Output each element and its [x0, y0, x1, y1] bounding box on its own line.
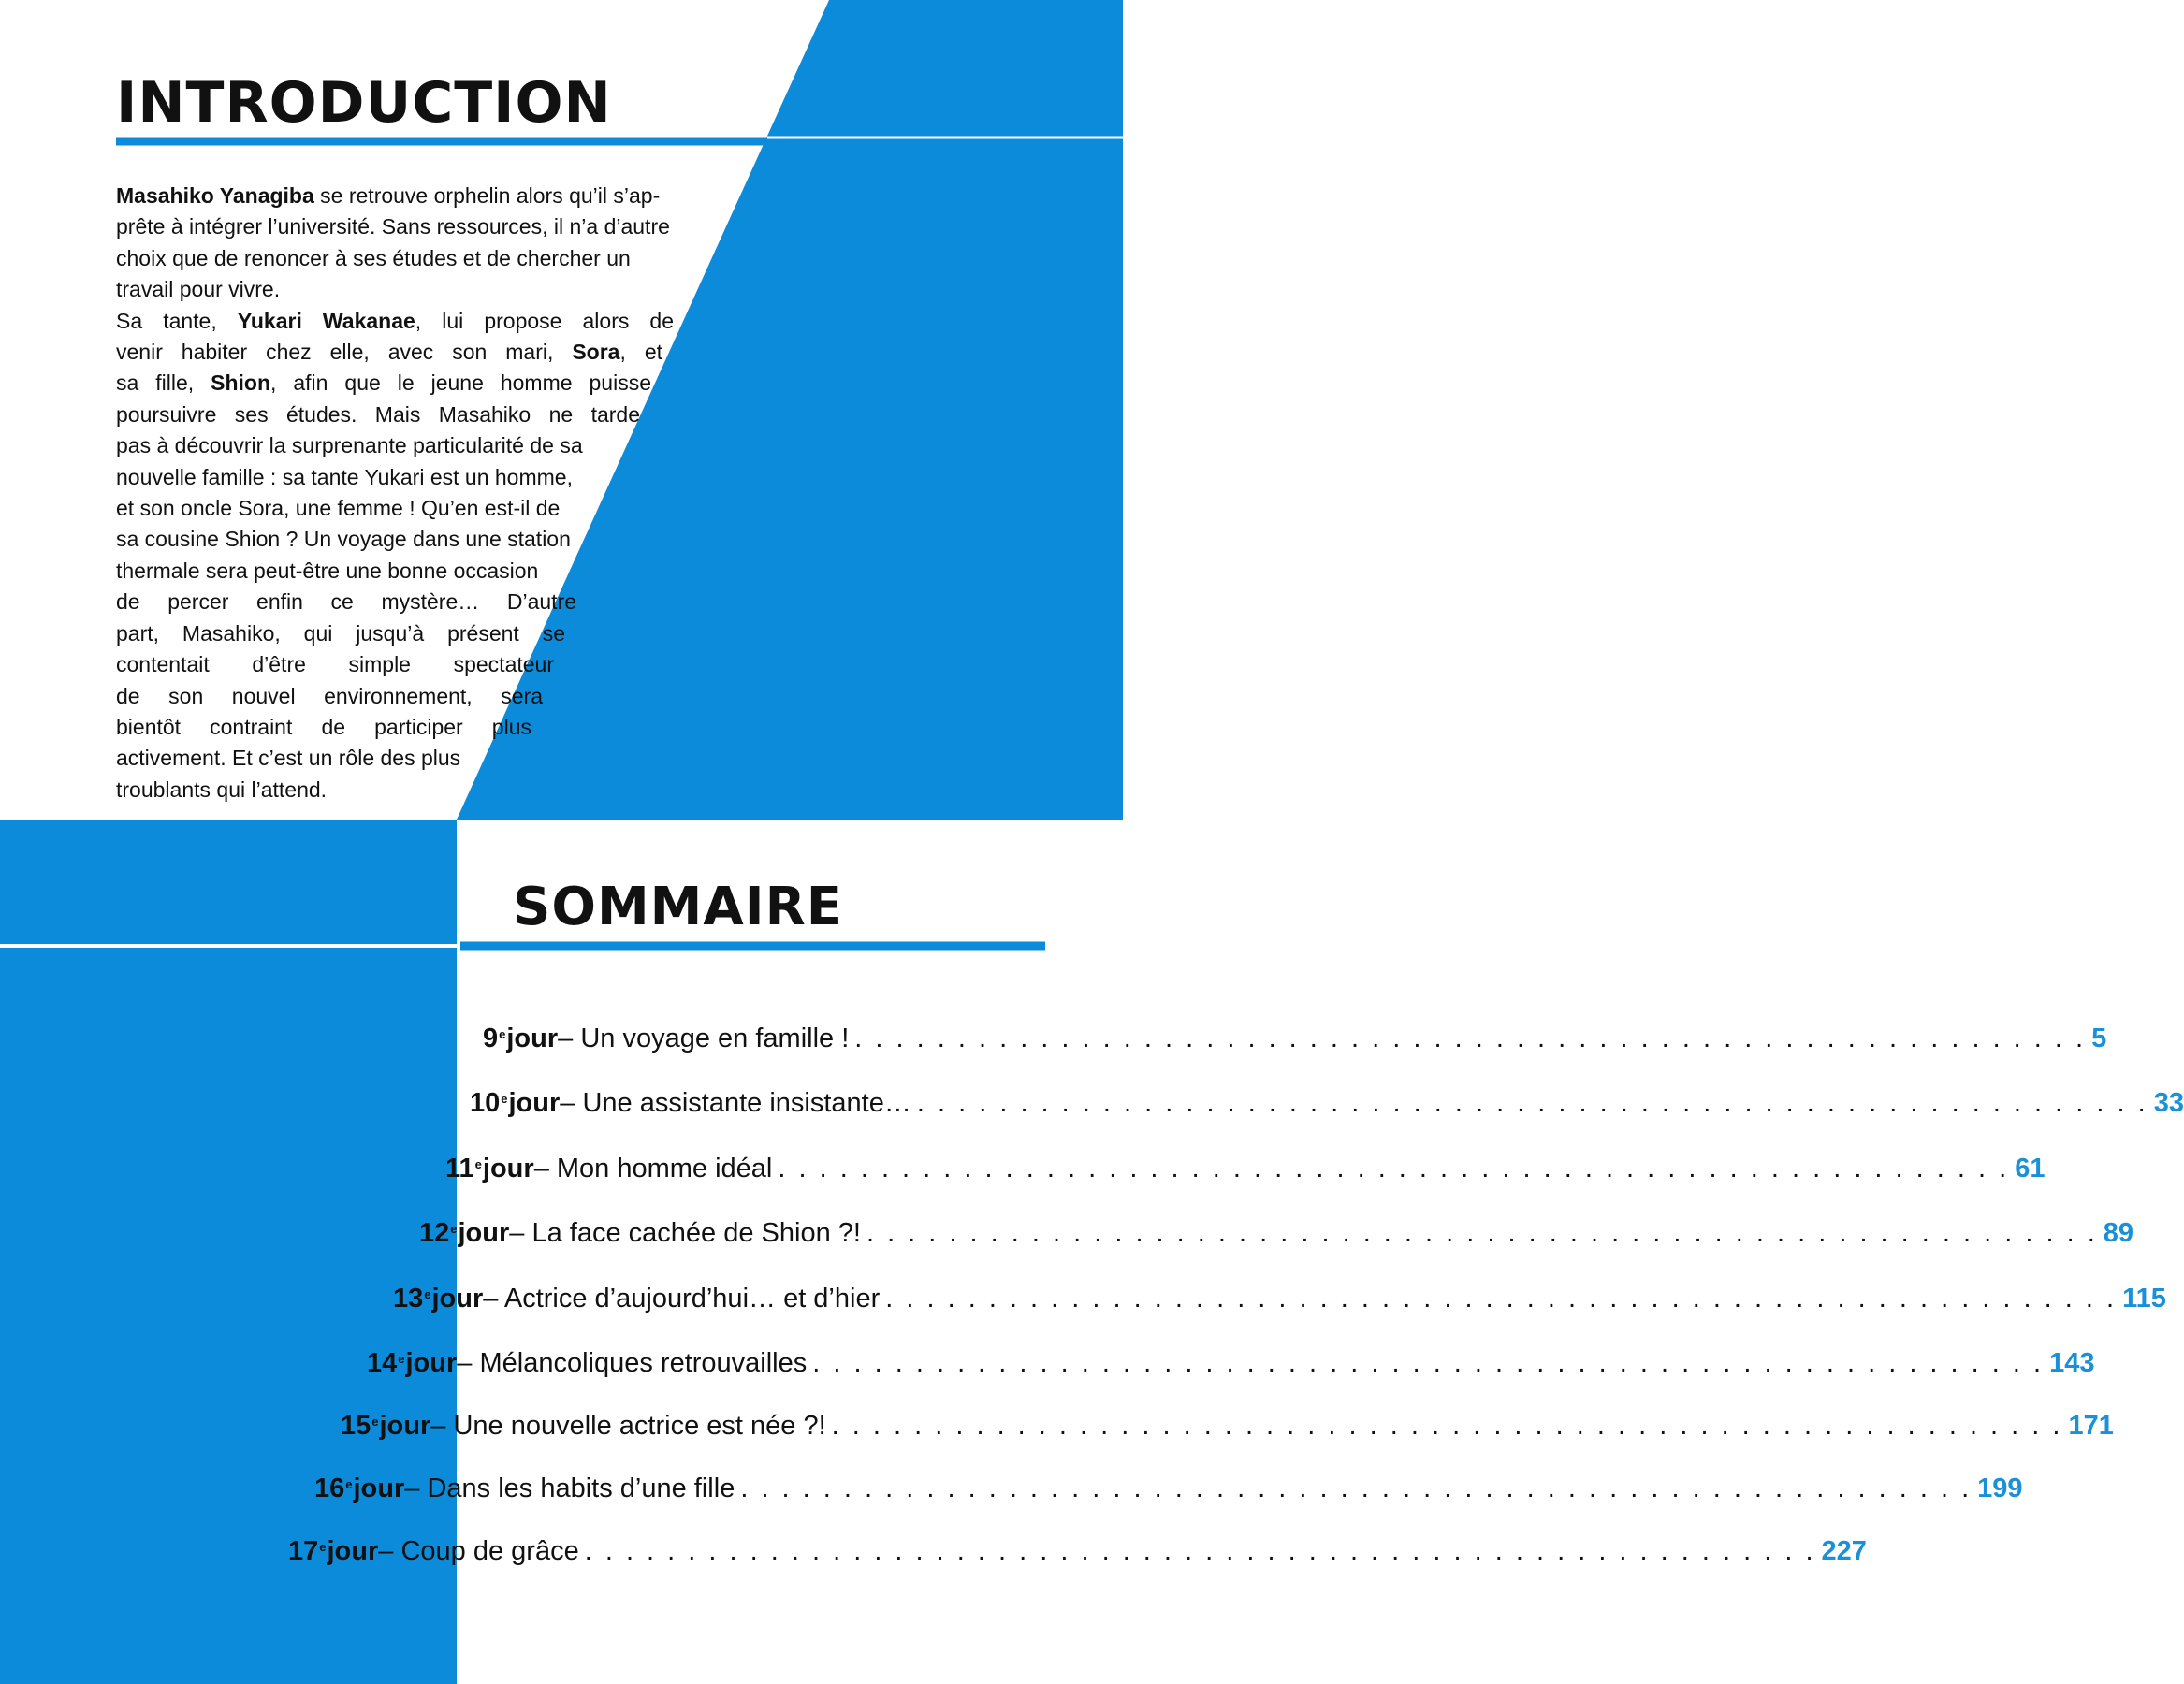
toc-day-word: jour	[353, 1474, 405, 1503]
toc-day-number: 11	[445, 1154, 474, 1183]
toc-dot-leader: . . . . . . . . . . . . . . . . . . . . . . . . . . . . . . . . . . . . . . . . . . . . . . . . . . . . . . . . . . . .	[812, 1348, 2045, 1378]
toc-ordinal-suffix: e	[474, 1157, 482, 1171]
character-name: Shion	[211, 370, 271, 396]
toc-day-number: 10	[470, 1088, 501, 1118]
toc-dot-leader: . . . . . . . . . . . . . . . . . . . . . . . . . . . . . . . . . . . . . . . . . . . . . . . . . . . . . . . . . . . .	[885, 1284, 2118, 1314]
intro-line: de son nouvel environnement, sera	[116, 683, 543, 708]
toc-page-number: 227	[1821, 1536, 1867, 1566]
toc-day-number: 13	[393, 1284, 424, 1314]
intro-line: Sa tante, Yukari Wakanae, lui propose alors de	[116, 308, 675, 333]
intro-line: pas à découvrir la surprenante particularité de sa	[116, 433, 583, 458]
intro-line: Masahiko Yanagiba se retrouve orphelin alors qu’il s’ap-	[116, 183, 661, 208]
toc-page-number: 143	[2049, 1348, 2095, 1378]
toc-entry[interactable]	[483, 1023, 2107, 1065]
toc-dot-leader: . . . . . . . . . . . . . . . . . . . . . . . . . . . . . . . . . . . . . . . . . . . . . . . . . . . . . . . . . . . .	[854, 1023, 2087, 1053]
toc-dot-leader: . . . . . . . . . . . . . . . . . . . . . . . . . . . . . . . . . . . . . . . . . . . . . . . . . . . . . . . . . . . .	[866, 1218, 2098, 1248]
toc-day-number: 9	[483, 1023, 499, 1053]
intro-line: choix que de renoncer à ses études et de chercher un	[116, 245, 631, 270]
intro-line: activement. Et c’est un rôle des plus	[116, 746, 461, 771]
toc-dot-leader: . . . . . . . . . . . . . . . . . . . . . . . . . . . . . . . . . . . . . . . . . . . . . . . . . . . . . . . . . . . .	[916, 1088, 2148, 1118]
toc-page-number: 171	[2068, 1411, 2114, 1441]
toc-entry[interactable]	[288, 1536, 1867, 1577]
toc-chapter-title: – Une nouvelle actrice est née ?!	[430, 1411, 826, 1441]
toc-entry[interactable]	[367, 1348, 2095, 1389]
toc-entry[interactable]	[470, 1088, 2184, 1129]
toc-chapter-title: – Une assistante insistante…	[560, 1088, 911, 1118]
toc-day-number: 17	[288, 1536, 319, 1566]
toc-page-number: 89	[2103, 1218, 2134, 1248]
intro-line: troublants qui l’attend.	[116, 777, 328, 802]
intro-line: bientôt contraint de participer plus	[116, 714, 531, 739]
toc-page-number: 33	[2153, 1088, 2184, 1118]
toc-page-number: 199	[1977, 1474, 2023, 1503]
character-name: Sora	[572, 340, 620, 365]
toc-entry[interactable]	[445, 1154, 2046, 1195]
toc-dot-leader: . . . . . . . . . . . . . . . . . . . . . . . . . . . . . . . . . . . . . . . . . . . . . . . . . . . . . . . . . . . .	[584, 1536, 1816, 1566]
toc-chapter-title: – Dans les habits d’une fille	[404, 1474, 735, 1503]
toc-day-label	[288, 1536, 378, 1567]
intro-line: de percer enfin ce mystère… D’autre	[116, 589, 576, 615]
toc-page-number: 5	[2091, 1023, 2107, 1053]
toc-page-number: 115	[2122, 1284, 2166, 1314]
intro-line: prête à intégrer l’université. Sans ressources, il n’a d’autre	[116, 214, 670, 240]
toc-day-word: jour	[508, 1088, 561, 1118]
intro-line: venir habiter chez elle, avec son mari, Sora, et	[116, 340, 662, 365]
toc-dot-leader: . . . . . . . . . . . . . . . . . . . . . . . . . . . . . . . . . . . . . . . . . . . . . . . . . . . . . . . . . . . .	[831, 1411, 2063, 1441]
intro-line: poursuivre ses études. Mais Masahiko ne tarde	[116, 401, 640, 427]
toc-day-label	[393, 1284, 483, 1314]
sommaire-heading: SOMMAIRE	[513, 877, 843, 937]
toc-dot-leader: . . . . . . . . . . . . . . . . . . . . . . . . . . . . . . . . . . . . . . . . . . . . . . . . . . . . . . . . . . . .	[778, 1154, 2010, 1183]
toc-chapter-title: – Mélancoliques retrouvailles	[457, 1348, 808, 1378]
toc-day-number: 15	[341, 1411, 371, 1441]
character-name: Masahiko Yanagiba	[116, 183, 314, 208]
toc-day-label	[314, 1474, 404, 1504]
toc-day-label	[445, 1154, 534, 1184]
toc-ordinal-suffix: e	[499, 1027, 506, 1041]
toc-day-label	[419, 1218, 509, 1249]
toc-day-word: jour	[506, 1023, 559, 1053]
toc-ordinal-suffix: e	[450, 1222, 458, 1236]
introduction-heading: INTRODUCTION	[116, 70, 612, 136]
toc-day-word: jour	[379, 1411, 431, 1441]
intro-line: thermale sera peut-être une bonne occasion	[116, 558, 539, 583]
toc-chapter-title: – Mon homme idéal	[533, 1154, 773, 1183]
toc-day-label	[367, 1348, 457, 1379]
intro-line: sa fille, Shion, afin que le jeune homme puisse	[116, 370, 651, 396]
toc-day-number: 16	[314, 1474, 345, 1503]
introduction-text	[116, 181, 726, 806]
character-name: Yukari Wakanae	[237, 308, 415, 333]
intro-line: et son oncle Sora, une femme ! Qu’en est-il de	[116, 496, 561, 521]
intro-line: travail pour vivre.	[116, 277, 281, 302]
toc-chapter-title: – Actrice d’aujourd’hui… et d’hier	[483, 1284, 881, 1314]
toc-entry[interactable]	[314, 1474, 2023, 1515]
toc-day-number: 14	[367, 1348, 398, 1378]
toc-ordinal-suffix: e	[345, 1477, 353, 1491]
toc-chapter-title: – Coup de grâce	[378, 1536, 579, 1566]
toc-entry[interactable]	[419, 1218, 2134, 1259]
toc-day-label	[483, 1023, 558, 1054]
toc-ordinal-suffix: e	[424, 1287, 431, 1301]
toc-day-label	[341, 1411, 430, 1442]
toc-entry[interactable]	[341, 1411, 2114, 1452]
toc-ordinal-suffix: e	[371, 1415, 379, 1429]
toc-page-number: 61	[2015, 1154, 2046, 1183]
toc-day-number: 12	[419, 1218, 450, 1248]
toc-day-label	[470, 1088, 560, 1119]
toc-ordinal-suffix: e	[398, 1352, 405, 1366]
toc-day-word: jour	[431, 1284, 484, 1314]
toc-dot-leader: . . . . . . . . . . . . . . . . . . . . . . . . . . . . . . . . . . . . . . . . . . . . . . . . . . . . . . . . . . . .	[740, 1474, 1973, 1503]
intro-line: sa cousine Shion ? Un voyage dans une station	[116, 527, 571, 552]
toc-ordinal-suffix: e	[501, 1092, 508, 1106]
toc-chapter-title: – Un voyage en famille !	[558, 1023, 850, 1053]
toc-entry[interactable]	[393, 1284, 2166, 1325]
toc-ordinal-suffix: e	[319, 1540, 327, 1554]
toc-chapter-title: – La face cachée de Shion ?!	[509, 1218, 861, 1248]
intro-line: contentait d’être simple spectateur	[116, 652, 554, 677]
toc-day-word: jour	[458, 1218, 510, 1248]
toc-day-word: jour	[405, 1348, 458, 1378]
intro-line: nouvelle famille : sa tante Yukari est un homme,	[116, 464, 573, 489]
toc-day-word: jour	[482, 1154, 534, 1183]
toc-day-word: jour	[327, 1536, 379, 1566]
intro-line: part, Masahiko, qui jusqu’à présent se	[116, 620, 565, 646]
